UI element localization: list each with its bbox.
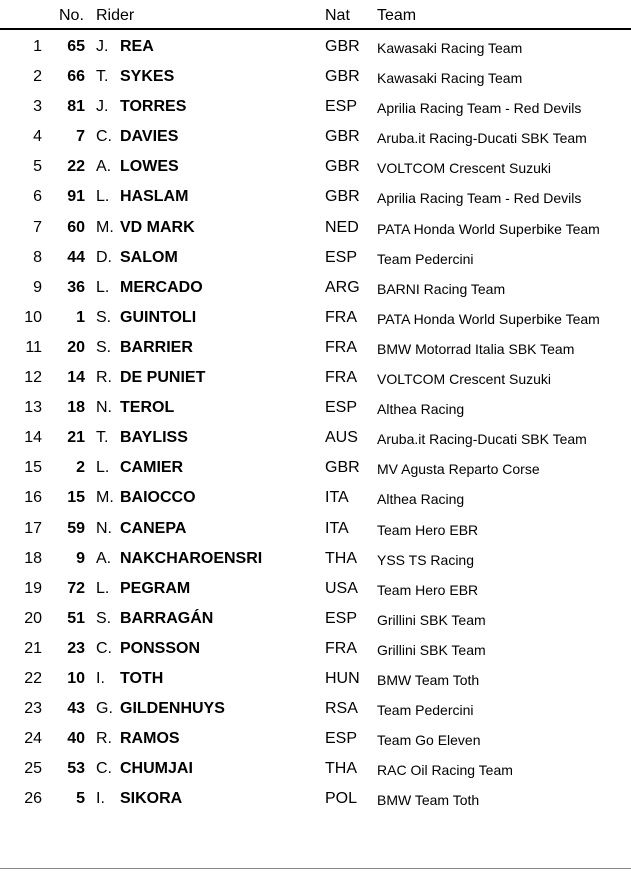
rider-number-cell: 59: [67, 519, 85, 537]
team-cell: Kawasaki Racing Team: [377, 70, 523, 87]
rider-number-cell: 5: [76, 790, 85, 808]
header-team: Team: [377, 7, 417, 24]
rider-number-cell: 15: [67, 489, 85, 507]
team-cell: PATA Honda World Superbike Team: [377, 310, 600, 327]
rider-surname-cell: PONSSON: [120, 639, 201, 657]
nationality-cell: GBR: [325, 128, 360, 146]
rider-number-cell: 20: [67, 338, 85, 356]
table-row: [0, 574, 631, 604]
table-row: [0, 182, 631, 212]
nationality-cell: GBR: [325, 188, 360, 206]
team-cell: PATA Honda World Superbike Team: [377, 220, 600, 237]
rider-initial-cell: M.: [96, 218, 114, 236]
team-cell: Aprilia Racing Team - Red Devils: [377, 100, 582, 117]
team-cell: Team Hero EBR: [377, 521, 479, 538]
team-cell: Grillini SBK Team: [377, 611, 486, 628]
rider-initial-cell: C.: [96, 760, 112, 778]
table-row: [0, 694, 631, 724]
rider-surname-cell: LOWES: [120, 158, 179, 176]
rider-initial-cell: S.: [96, 609, 112, 627]
rider-number-cell: 44: [67, 248, 85, 266]
rider-number-cell: 91: [67, 188, 85, 206]
rider-surname-cell: RAMOS: [120, 730, 180, 748]
header-no: No.: [59, 7, 84, 24]
header-rider: Rider: [96, 7, 135, 24]
rider-initial-cell: M.: [96, 489, 114, 507]
rider-number-cell: 10: [67, 669, 85, 687]
rider-number-cell: 66: [67, 68, 85, 86]
position-cell: 20: [24, 609, 42, 627]
rider-surname-cell: BARRAGÁN: [120, 609, 214, 627]
nationality-cell: RSA: [325, 700, 358, 718]
table-row: [0, 724, 631, 754]
rider-number-cell: 43: [67, 700, 85, 718]
table-row: [0, 243, 631, 273]
rider-initial-cell: T.: [96, 429, 109, 447]
rider-surname-cell: GUINTOLI: [120, 308, 197, 326]
table-row: [0, 483, 631, 513]
rider-surname-cell: SYKES: [120, 68, 175, 86]
rider-initial-cell: S.: [96, 308, 112, 326]
rider-initial-cell: A.: [96, 549, 112, 567]
table-row: [0, 122, 631, 152]
team-cell: BARNI Racing Team: [377, 280, 506, 297]
nationality-cell: GBR: [325, 459, 360, 477]
position-cell: 11: [25, 338, 42, 356]
rider-initial-cell: N.: [96, 519, 112, 537]
team-cell: RAC Oil Racing Team: [377, 762, 513, 779]
rider-surname-cell: DAVIES: [120, 128, 179, 146]
rider-number-cell: 18: [67, 399, 85, 417]
rider-initial-cell: I.: [96, 669, 105, 687]
table-row: [0, 363, 631, 393]
team-cell: Team Hero EBR: [377, 581, 479, 598]
rider-initial-cell: I.: [96, 790, 105, 808]
position-cell: 7: [33, 218, 42, 236]
rider-surname-cell: NAKCHAROENSRI: [120, 549, 263, 567]
nationality-cell: ARG: [325, 278, 360, 296]
nationality-cell: ESP: [325, 730, 358, 748]
rider-initial-cell: L.: [96, 188, 110, 206]
position-cell: 26: [24, 790, 42, 808]
table-row: [0, 333, 631, 363]
rider-surname-cell: BARRIER: [120, 338, 193, 356]
rider-number-cell: 22: [67, 158, 85, 176]
rider-initial-cell: L.: [96, 579, 110, 597]
position-cell: 23: [24, 700, 42, 718]
rider-surname-cell: CANEPA: [120, 519, 187, 537]
position-cell: 10: [24, 308, 42, 326]
nationality-cell: FRA: [325, 639, 357, 657]
rider-initial-cell: L.: [96, 459, 110, 477]
position-cell: 22: [24, 669, 42, 687]
nationality-cell: GBR: [325, 158, 360, 176]
rider-number-cell: 7: [76, 128, 85, 146]
position-cell: 14: [24, 429, 42, 447]
rider-initial-cell: L.: [96, 278, 110, 296]
rider-surname-cell: REA: [120, 38, 154, 55]
position-cell: 2: [33, 68, 42, 86]
table-header: [0, 0, 631, 30]
table-row: [0, 273, 631, 303]
team-cell: Team Pedercini: [377, 702, 474, 719]
rider-surname-cell: SIKORA: [120, 790, 183, 808]
team-cell: Aprilia Racing Team - Red Devils: [377, 190, 582, 207]
rider-number-cell: 81: [67, 98, 85, 116]
nationality-cell: GBR: [325, 38, 360, 55]
team-cell: Aruba.it Racing-Ducati SBK Team: [377, 431, 587, 448]
rider-initial-cell: J.: [96, 38, 109, 55]
team-cell: MV Agusta Reparto Corse: [377, 461, 540, 478]
rider-surname-cell: PEGRAM: [120, 579, 191, 597]
nationality-cell: FRA: [325, 308, 357, 326]
table-row: [0, 62, 631, 92]
rider-number-cell: 53: [67, 760, 85, 778]
team-cell: BMW Team Toth: [377, 671, 480, 688]
position-cell: 8: [33, 248, 42, 266]
table-row: [0, 92, 631, 122]
rider-surname-cell: GILDENHUYS: [120, 700, 225, 718]
team-cell: Grillini SBK Team: [377, 641, 486, 658]
nationality-cell: NED: [325, 218, 359, 236]
rider-surname-cell: TORRES: [120, 98, 187, 116]
team-cell: Althea Racing: [377, 401, 465, 418]
team-cell: Kawasaki Racing Team: [377, 40, 523, 56]
rider-number-cell: 51: [67, 609, 85, 627]
rider-initial-cell: D.: [96, 248, 112, 266]
rider-initial-cell: R.: [96, 730, 112, 748]
team-cell: Team Pedercini: [377, 250, 474, 267]
position-cell: 21: [24, 639, 42, 657]
rider-number-cell: 72: [67, 579, 85, 597]
rider-surname-cell: HASLAM: [120, 188, 189, 206]
position-cell: 24: [24, 730, 42, 748]
nationality-cell: THA: [325, 549, 357, 567]
nationality-cell: ESP: [325, 248, 358, 266]
rider-initial-cell: R.: [96, 369, 112, 387]
team-cell: VOLTCOM Crescent Suzuki: [377, 371, 552, 388]
table-row: [0, 453, 631, 483]
nationality-cell: AUS: [325, 429, 358, 447]
table-row: [0, 754, 631, 784]
position-cell: 5: [33, 158, 42, 176]
rider-initial-cell: S.: [96, 338, 112, 356]
table-row: [0, 423, 631, 453]
team-cell: Aruba.it Racing-Ducati SBK Team: [377, 130, 587, 147]
rider-initial-cell: C.: [96, 128, 112, 146]
position-cell: 19: [24, 579, 42, 597]
position-cell: 15: [24, 459, 42, 477]
rider-number-cell: 21: [67, 429, 85, 447]
rider-surname-cell: BAYLISS: [120, 429, 188, 447]
rider-surname-cell: CAMIER: [120, 459, 184, 477]
rider-surname-cell: TEROL: [120, 399, 175, 417]
rider-surname-cell: MERCADO: [120, 278, 203, 296]
position-cell: 17: [24, 519, 42, 537]
position-cell: 1: [33, 38, 42, 55]
rider-surname-cell: SALOM: [120, 248, 178, 266]
nationality-cell: ESP: [325, 98, 358, 116]
rider-initial-cell: T.: [96, 68, 109, 86]
rider-initial-cell: N.: [96, 399, 112, 417]
rider-number-cell: 14: [67, 369, 85, 387]
team-cell: VOLTCOM Crescent Suzuki: [377, 160, 552, 177]
rider-number-cell: 1: [76, 308, 85, 326]
position-cell: 9: [33, 278, 42, 296]
nationality-cell: HUN: [325, 669, 360, 687]
rider-number-cell: 9: [76, 549, 85, 567]
team-cell: Team Go Eleven: [377, 732, 481, 749]
nationality-cell: ESP: [325, 399, 358, 417]
nationality-cell: POL: [325, 790, 358, 808]
table-row: [0, 634, 631, 664]
position-cell: 13: [24, 399, 42, 417]
table-row: [0, 152, 631, 182]
team-cell: BMW Motorrad Italia SBK Team: [377, 340, 575, 357]
table-row: [0, 32, 631, 62]
table-row: [0, 604, 631, 634]
nationality-cell: FRA: [325, 369, 357, 387]
position-cell: 18: [24, 549, 42, 567]
table-row: [0, 664, 631, 694]
position-cell: 12: [24, 369, 42, 387]
team-cell: Althea Racing: [377, 491, 465, 508]
table-row: [0, 514, 631, 544]
nationality-cell: ITA: [325, 489, 349, 507]
table-row: [0, 213, 631, 243]
rider-initial-cell: J.: [96, 98, 109, 116]
nationality-cell: ESP: [325, 609, 358, 627]
nationality-cell: GBR: [325, 68, 360, 86]
rider-surname-cell: DE PUNIET: [120, 369, 206, 387]
nationality-cell: FRA: [325, 338, 357, 356]
position-cell: 3: [33, 98, 42, 116]
rider-number-cell: 65: [67, 38, 85, 55]
table-row: [0, 393, 631, 423]
position-cell: 4: [33, 128, 42, 146]
rider-surname-cell: VD MARK: [120, 218, 195, 236]
position-cell: 6: [33, 188, 42, 206]
rider-number-cell: 36: [67, 278, 85, 296]
footer-divider: [0, 868, 631, 869]
position-cell: 16: [24, 489, 42, 507]
table-row: [0, 303, 631, 333]
rider-number-cell: 23: [67, 639, 85, 657]
results-table: [0, 32, 631, 814]
rider-surname-cell: BAIOCCO: [120, 489, 196, 507]
rider-initial-cell: A.: [96, 158, 112, 176]
nationality-cell: THA: [325, 760, 357, 778]
table-row: [0, 544, 631, 574]
nationality-cell: USA: [325, 579, 358, 597]
rider-number-cell: 40: [67, 730, 85, 748]
rider-initial-cell: C.: [96, 639, 112, 657]
position-cell: 25: [24, 760, 42, 778]
team-cell: BMW Team Toth: [377, 792, 480, 809]
nationality-cell: ITA: [325, 519, 349, 537]
rider-initial-cell: G.: [96, 700, 113, 718]
rider-surname-cell: TOTH: [120, 669, 164, 687]
rider-number-cell: 60: [67, 218, 85, 236]
rider-surname-cell: CHUMJAI: [120, 760, 193, 778]
header-nat: Nat: [325, 7, 350, 24]
team-cell: YSS TS Racing: [377, 551, 475, 568]
table-row: [0, 784, 631, 814]
rider-number-cell: 2: [76, 459, 85, 477]
